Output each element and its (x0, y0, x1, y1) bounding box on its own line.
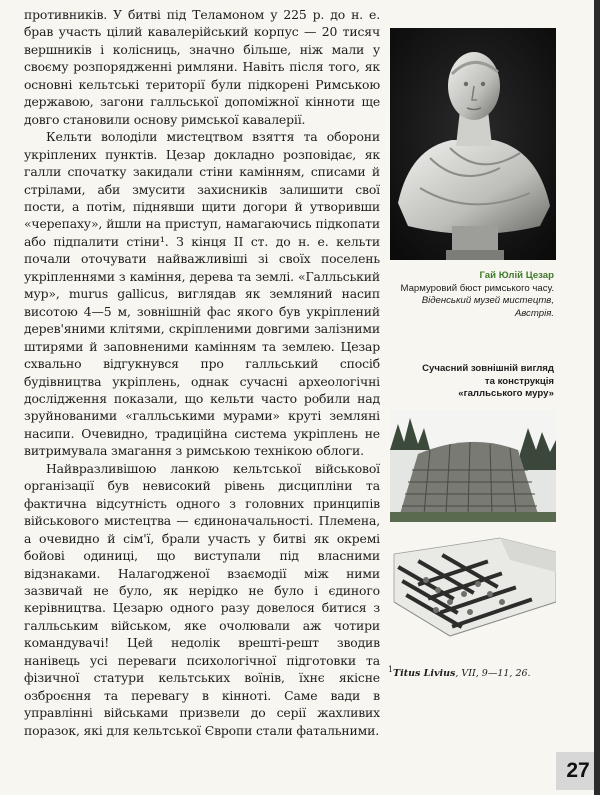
page-number: 27 (556, 752, 600, 790)
wall-caption-line3: «галльського муру» (458, 388, 554, 399)
footnote-author: Titus Livius (393, 668, 456, 680)
paragraph-1: противників. У битві під Теламоном у 225 р. до н. е. брав участь цілий кавалерійський корпус — 20 тисяч вершників і колісниць, значно більше, ніж мали у своєму розпорядженні римляни. Навіть після того, як основні кельтські території були підкорені Римською державою, загони галльської допоміжної кінноти ще довго становили основу римської кавалерії. (24, 7, 380, 127)
gallic-wall-photo (390, 410, 556, 522)
paragraph-3: Найвразливішою ланкою кельтської військової організації був невисокий рівень дисципліни та фактична відсутність одного з головних принципів військового мистецтва — єдиноначальності. Племена, а очевидно й сім'ї, брали участь у битві як окремі бойові одиниці, що виступали під власними відзнаками. Налагодженої взаємодії між ними зазвичай не було, як нерідко не було і єдиного керівництва. Цезарю одного разу довелося битися з галльським військом, яке очолювали аж чотири командувачі! Цей недолік врешті-решт зводив нанівець усі переваги психологічної підготовки та фізичної статури кельтських воїнів, їхнє якісне озброєння та перевагу в кінноті. Саме вади в управлінні військами призвели до серії жахливих поразок, які для кельтської Європи стали фатальними. (24, 460, 380, 738)
footnote (388, 665, 568, 679)
footnote-ref: , VII, 9—11, 26. (455, 668, 531, 680)
bust-caption-name: Гай Юлій Цезар (479, 270, 554, 281)
paragraph-2: Кельти володіли мистецтвом взяття та оборони укріплених пунктів. Цезар докладно розповідає, як галли спочатку закидали стіни камінням, списами й стрілами, аби змусити захисників залишити свої пости, а потім, піднявши щити догори й утворивши «черепаху», йшли на приступ, намагаючись підкопати або підпалити стіни¹. З кінця II ст. до н. е. кельти почали оточувати найважливіші зі своїх поселень укріпленнями з каміння, дерева та землі. «Галльський мур», murus gallicus, виглядав як земляний насип висотою 4—5 м, зовнішній фас якого був укріплений дерев'яними клітями, скріпленими довгими залізними штирями й заповненими камінням та землею. Цезар схвально відгукнувся про галльський спосіб будівництва укріплень, однак сучасні археологічні дослідження показали, що кельти часто робили над зруйнованими «галльськими мурами» круті земляні насипи. Очевидно, традиційна система укріплень не витримувала змагання з римською технікою облоги. (24, 129, 380, 459)
caesar-bust-photo (390, 28, 556, 260)
wall-caption-line2: та конструкція (484, 375, 554, 387)
bust-caption (388, 270, 554, 320)
bust-caption-line1: Мармуровий бюст римського часу. (400, 282, 554, 294)
wall-caption-line1: Сучасний зовнішній вигляд (422, 363, 554, 374)
main-text (24, 6, 380, 739)
footnote-mark: 1 (388, 665, 394, 674)
bust-caption-line3: Австрія. (514, 307, 554, 319)
wall-caption (388, 363, 554, 401)
gallic-wall-diagram (390, 532, 556, 652)
page-edge (594, 0, 600, 795)
bust-caption-line2: Віденський музей мистецтв, (421, 295, 554, 306)
